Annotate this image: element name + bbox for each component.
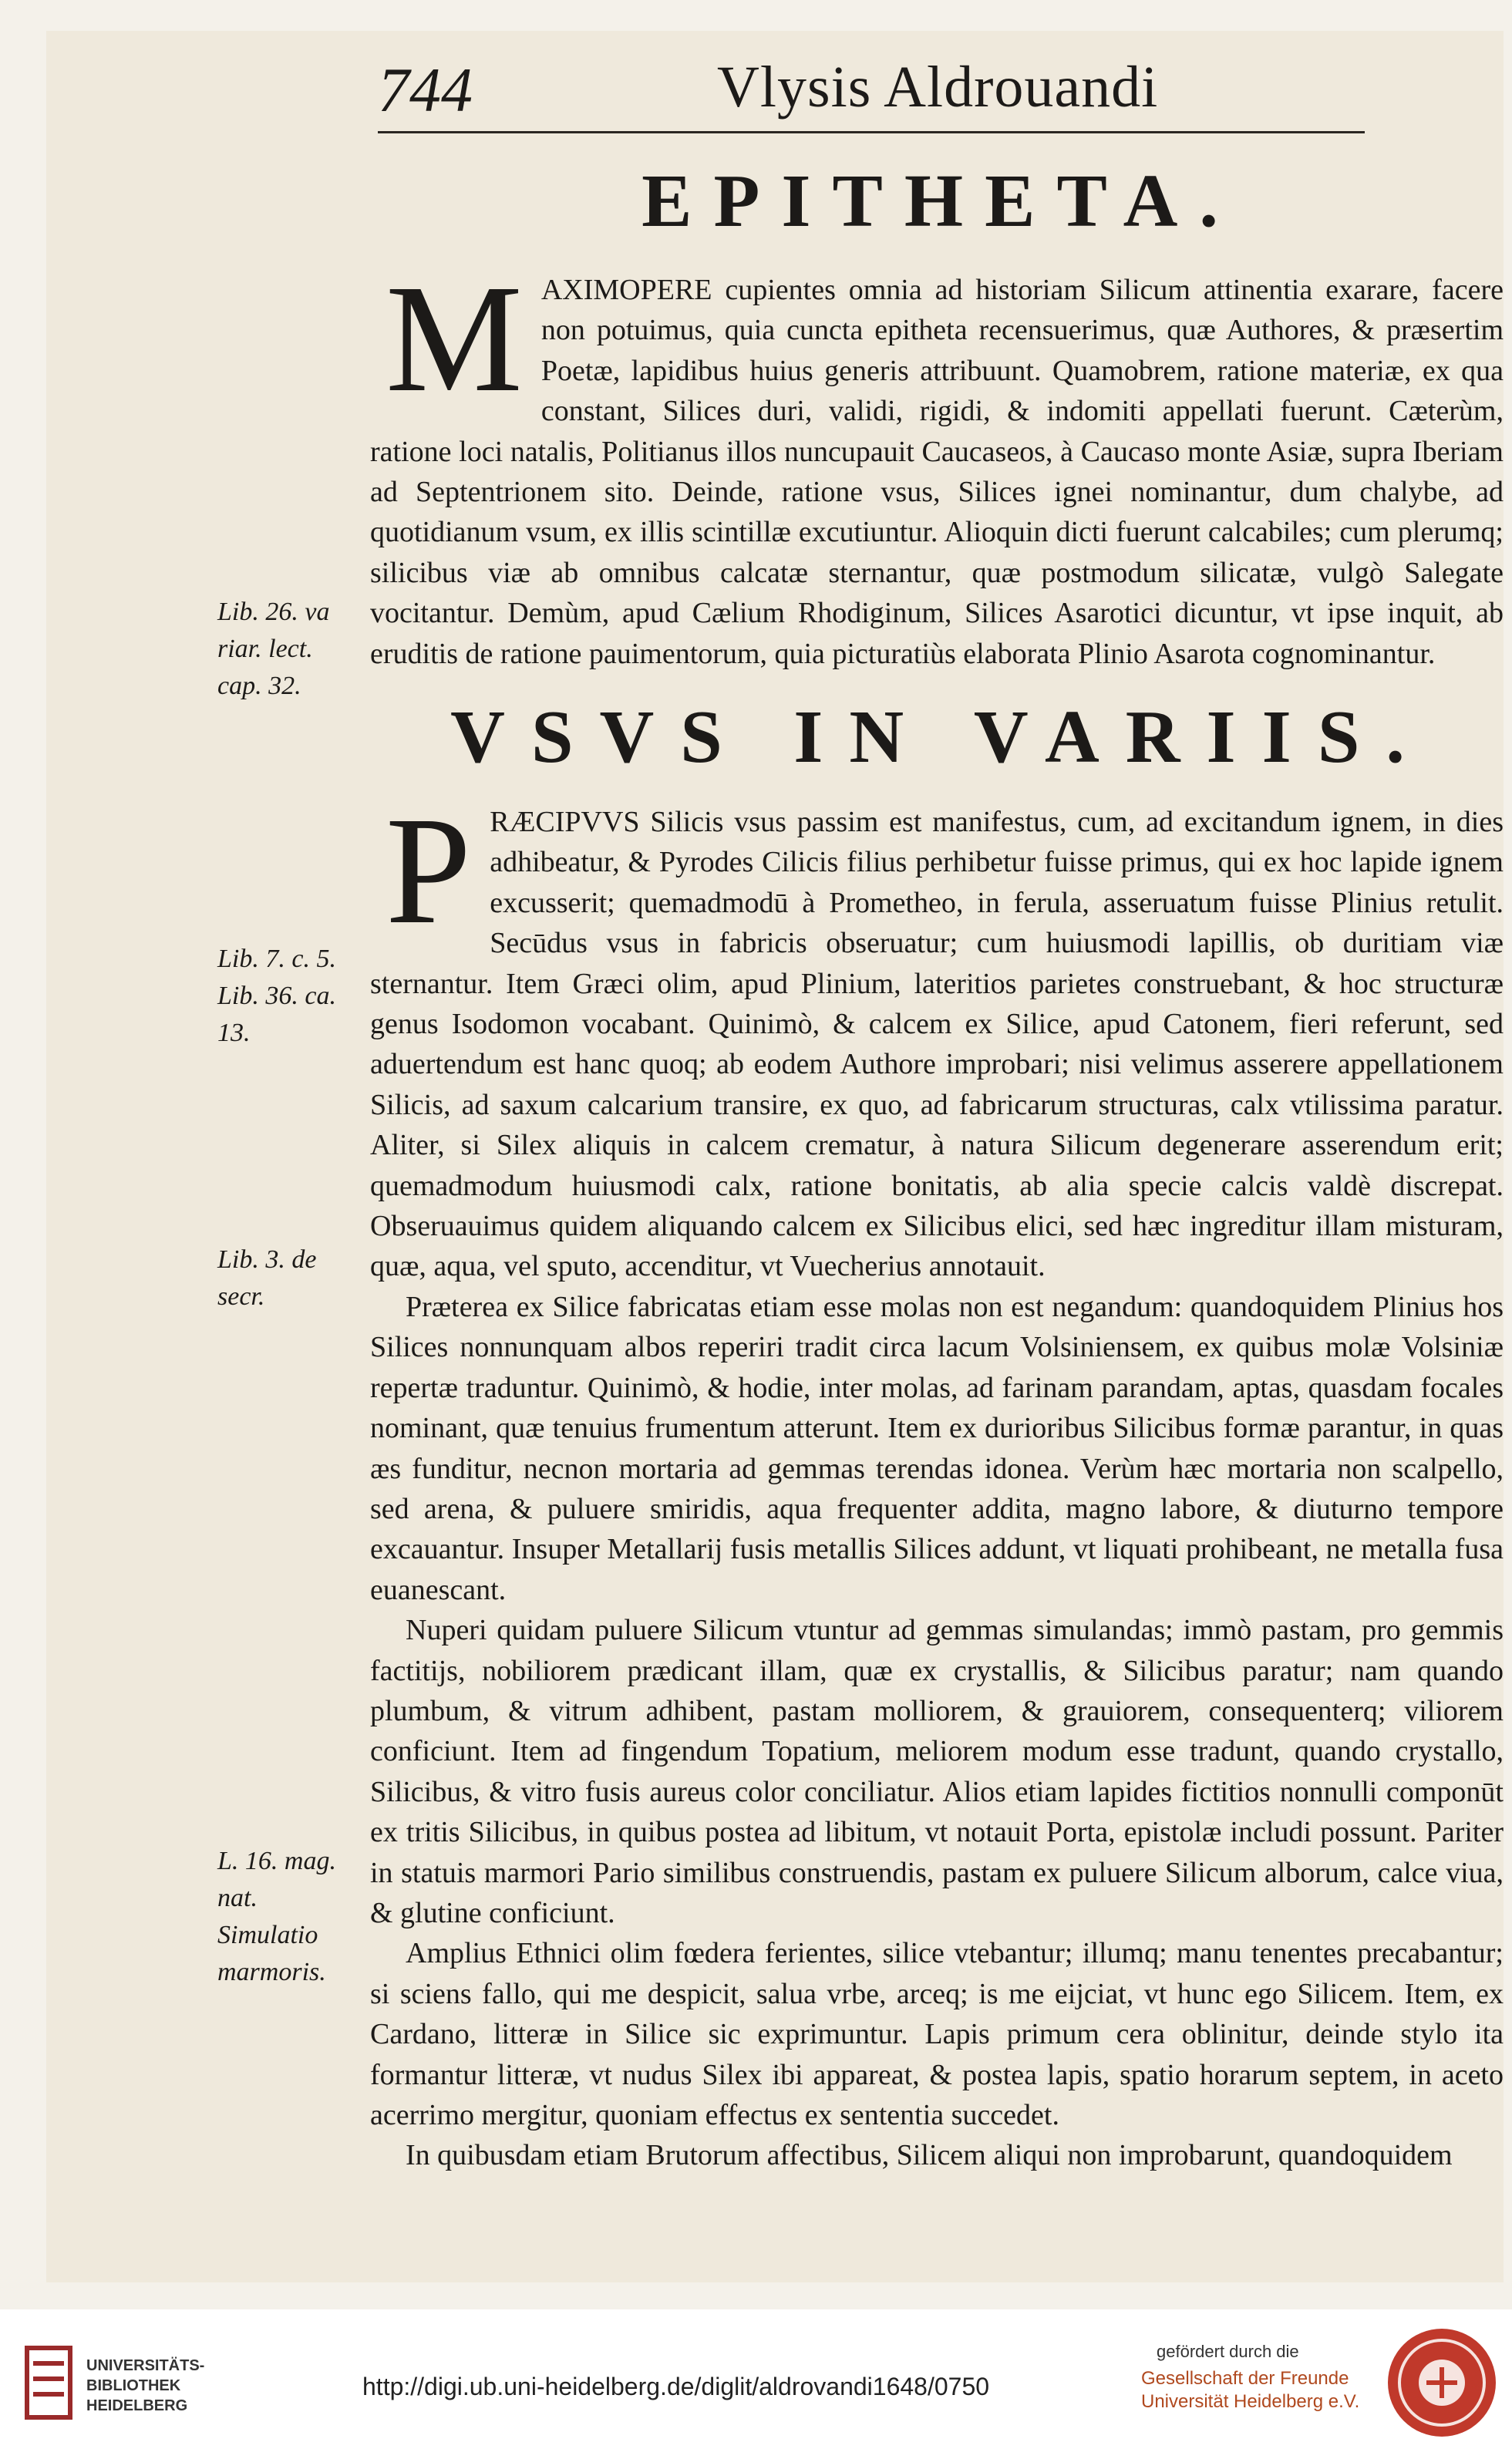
library-name: UNIVERSITÄTS- BIBLIOTHEK HEIDELBERG <box>86 2357 205 2414</box>
paragraph: Amplius Ethnici olim fœdera ferientes, silice vtebantur; illumq; manu tenentes precabantur; si sciens fallo, qui me despicit, salua vrbe, arceq; is me eijciat, vt hunc ego Silicem. Item, ex Cardano, litteræ in Silice sic exprimuntur. Lapis primum cera oblinitur, deinde stylo ita formantur litteræ, vt nudus Silex ibi appareat, & postea lapis, spatio horarum septem, in aceto acerrimo mergitur, quoniam effectus ex sententia succedet. <box>370 1937 1504 2131</box>
margin-note: L. 16. mag. nat. Simulatio marmoris. <box>217 1847 336 1986</box>
margin-note: Lib. 26. va riar. lect. cap. 32. <box>217 598 330 700</box>
university-seal-icon <box>1384 2325 1500 2440</box>
margin-note: Lib. 7. c. 5. Lib. 36. ca. 13. <box>217 945 336 1047</box>
drop-cap: M <box>386 254 523 424</box>
page-number: 744 <box>378 55 473 125</box>
running-header <box>378 54 1365 133</box>
funded-by-label: gefördert durch die <box>1157 2342 1299 2361</box>
society-name: Gesellschaft der Freunde Universität Heidelberg e.V. <box>1141 2368 1360 2412</box>
margin-note: Lib. 3. de secr. <box>217 1245 317 1311</box>
section-heading-vsus: VSVS IN VARIIS. <box>450 696 1431 779</box>
running-title: Vlysis Aldrouandi <box>717 55 1159 120</box>
paragraph: In quibusdam etiam Brutorum affectibus, Silicem aliqui non improbarunt, quandoquidem <box>406 2139 1453 2172</box>
footer-bar <box>0 2309 1512 2459</box>
paragraph: Præterea ex Silice fabricatas etiam esse molas non est negandum: quandoquidem Plinius hos Silices nonnunquam albos reperiri tradit circa lacum Volsiniensem, ex quibus molæ Volsiniæ repertæ traduntur. Quinimò, & hodie, inter molas, ad farinam parandam, aptas, quasdam focales nominant, quæ tenuius frumentum atterunt. Item ex durioribus Silicibus formæ parantur, in quas æs funditur, necnon mortaria ad gemmas terendas idonea. Verùm hæc mortaria non scalpello, sed arena, & puluere smiridis, aqua frequenter addita, magno labore, & diuturno tempore excauantur. Insuper Metallarij fusis metallis Silices addunt, vt liquati prohibeant, ne metalla fusa euanescant. <box>370 1290 1504 1606</box>
permalink-url[interactable]: http://digi.ub.uni-heidelberg.de/diglit/aldrovandi1648/0750 <box>362 2373 990 2400</box>
section-heading-epitheta: EPITHETA. <box>642 160 1240 243</box>
paragraph: AXIMOPERE cupientes omnia ad historiam Silicum attinentia exarare, facere non potuimus, quia cuncta epitheta recensuerimus, quæ Authores, & præsertim Poetæ, lapidibus huius generis attribuunt. Quamobrem, ratione materiæ, ex qua constant, Silices duri, validi, rigidi, & indomiti appellati fuerunt. Cæterùm, ratione loci natalis, Politianus illos nuncupauit Caucaseos, à Caucaso monte Asiæ, supra Iberiam ad Septentrionem sito. Deinde, ratione vsus, Silices ignei nominantur, dum chalybe, ad quotidianum vsum, ex illis scintillæ excutiuntur. Alioquin dicti fuerunt calcabiles; cum plerumq; silicibus viæ ab omnibus calcatæ sternantur, quæ postmodum silicatæ, vulgò Salegate vocitantur. Demùm, apud Cælium Rhodiginum, Silices Asarotici dicuntur, vt ipse inquit, ab eruditis de ratione pauimentorum, quia picturatiùs elaborata Plinio Asarota cognominantur. <box>370 274 1504 670</box>
section-vsus <box>370 786 1504 2176</box>
paragraph: RÆCIPVVS Silicis vsus passim est manifestus, cum, ad excitandum ignem, in dies adhibeatur, & Pyrodes Cilicis filius perhibetur fuisse primus, qui ex hoc lapide ignem excusserit; quemadmodū à Prometheo, in ferula, asseruatum fuisse Plinius retulit. Secūdus vsus in fabricis obseruatur; cum huiusmodi lapillis, ob duritiam viæ sternantur. Item Græci olim, apud Plinium, lateritios parietes construebant, & hoc structuræ genus Isodomon vocabant. Quinimò, & calcem ex Silice, apud Catonem, fieri referunt, sed aduertendum est hanc quoq; ab eodem Authore improbari; nisi velimus asserere appellationem Silicis, ad saxum calcarium transire, ex quo, ad fabricarum structuras, calx vtilissima paratur. Aliter, si Silex aliquis in calcem crematur, à natura Silicum degenerare asserendum erit; quemadmodum huiusmodi calx, ratione bonitatis, ab alia specie calcis valdè discrepat. Obseruauimus quidem aliquando calcem ex Silicibus elici, sed hæc ingreditur illam misturam, quæ, aqua, vel sputo, accenditur, vt Vuecherius annotauit. <box>370 806 1504 1283</box>
paragraph: Nuperi quidam puluere Silicum vtuntur ad gemmas simulandas; immò pastam, pro gemmis factitijs, nobiliorem prædicant illam, quæ ex crystallis, & Silicibus paratur; nam quando plumbum, & vitrum adhibent, pastam molliorem, & grauiorem, consequenterq; viliorem conficiunt. Item ad fingendum Topatium, meliorem modum esse tradunt, quando crystallo, Silicibus, & vitro fusis aureus color conciliatur. Alios etiam lapides fictitios nonnulli componūt ex tritis Silicibus, in quibus postea ad libitum, vt notauit Porta, epistolæ includi possunt. Pariter in statuis marmori Pario similibus construendis, pastam ex puluere Silicum alborum, calce viua, & glutine conficiunt. <box>370 1614 1504 1929</box>
library-logo-icon <box>19 2340 78 2425</box>
section-epitheta <box>370 254 1504 674</box>
drop-cap: P <box>386 786 472 956</box>
